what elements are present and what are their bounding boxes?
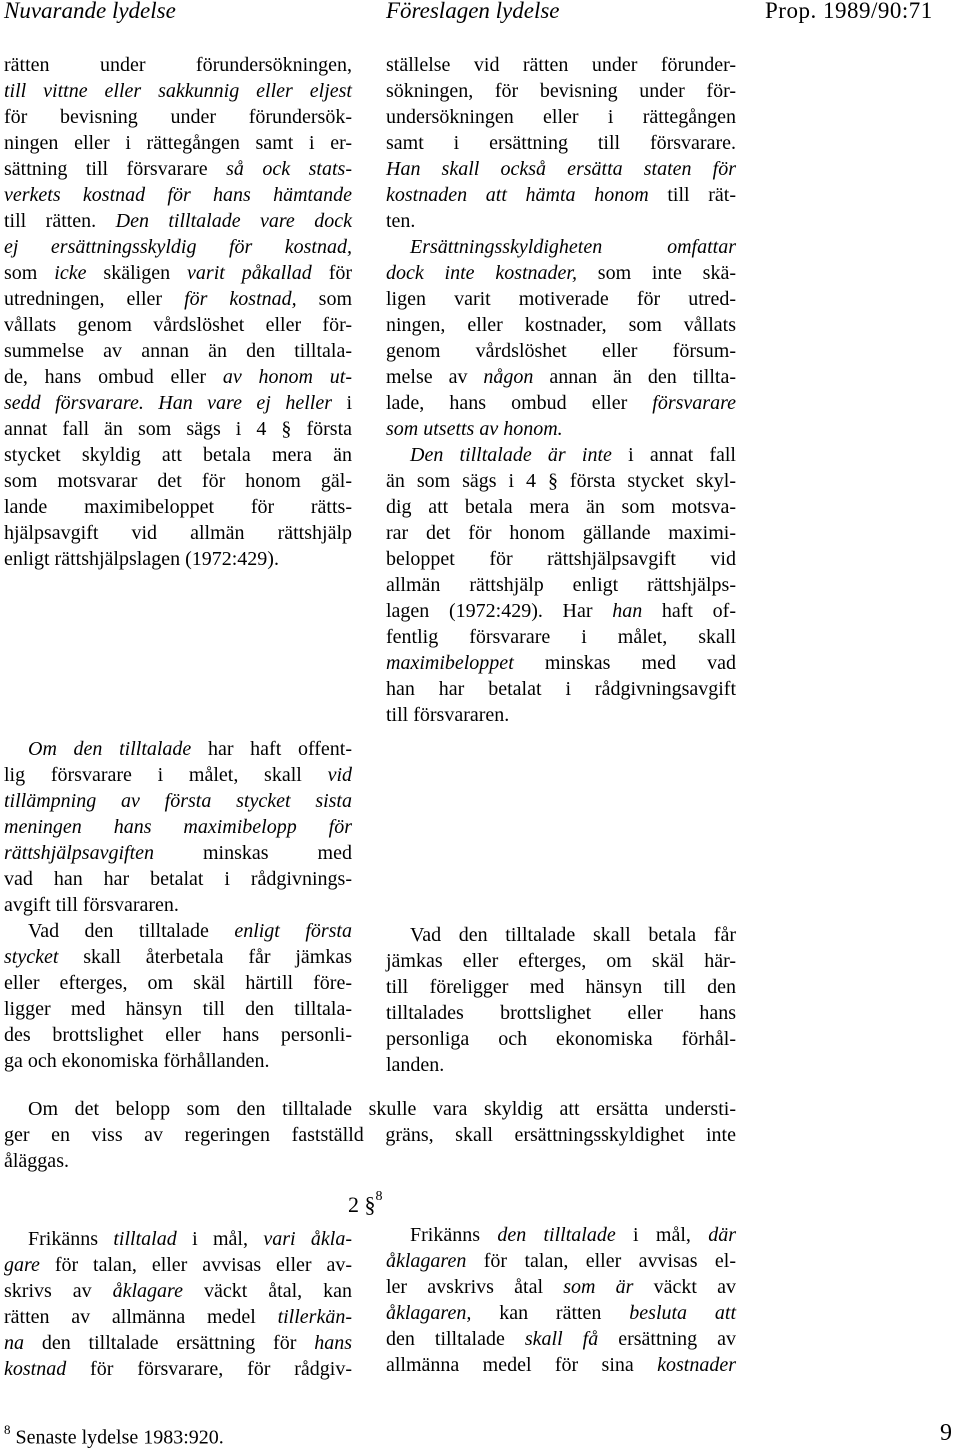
text-line: melse av någon annan än den tillta- (386, 366, 737, 388)
text-line: utredningen, eller för kostnad, som (4, 288, 353, 310)
text-line: ga och ekonomiska förhållanden. (4, 1050, 270, 1072)
text-line: personliga och ekonomiska förhål- (386, 1028, 736, 1050)
text-line: skrivs av åklagare väckt åtal, kan (4, 1280, 352, 1302)
text-line: ger en viss av regeringen fastställd gräns, skall ersättningsskyldighet inte (4, 1124, 736, 1146)
text-line: Ersättningsskyldigheten omfattar (410, 236, 736, 258)
text-line: avgift till försvararen. (4, 894, 179, 916)
text-line: ligger med hänsyn till den tilltala- (4, 998, 352, 1020)
section-number-text: 2 § (348, 1192, 376, 1217)
full-width-paragraph (4, 1096, 736, 1174)
text-line: till rätten. Den tilltalade vare dock (4, 210, 352, 232)
text-line: Frikänns den tilltalade i mål, där (410, 1224, 736, 1246)
text-line: hjälpsavgift vid allmän rättshjälp (4, 522, 352, 544)
text-line: undersökningen eller i rättegången (386, 106, 736, 128)
text-line: rättshjälpsavgiften minskas med (4, 842, 352, 864)
text-line: de, hans ombud eller av honom ut- (4, 366, 352, 388)
text-line: åläggas. (4, 1150, 69, 1172)
text-line: ningen, eller kostnader, som vållats (386, 314, 736, 336)
right-column-block-2 (386, 922, 736, 1078)
text-line: ej ersättningsskyldig för kostnad, (4, 236, 352, 258)
header-current-wording: Nuvarande lydelse (4, 0, 176, 23)
text-line: meningen hans maximibelopp för (4, 816, 352, 838)
text-line: verkets kostnad för hans hämtande (4, 184, 352, 206)
left-column-block-3 (4, 1226, 352, 1382)
right-column-block-3 (386, 1222, 736, 1378)
text-line: jämkas eller efterges, om skäl här- (386, 950, 736, 972)
text-line: genom vårdslöshet eller försum- (386, 340, 736, 362)
text-line: ningen eller i rättegången samt i er- (4, 132, 352, 154)
text-line: vållats genom vårdslöshet eller för- (4, 314, 352, 336)
text-line: än som sägs i 4 § första stycket skyl- (386, 470, 736, 492)
text-line: beloppet för rättshjälpsavgift vid (386, 548, 736, 570)
text-line: ten. (386, 210, 416, 232)
text-line: till försvararen. (386, 704, 510, 726)
footnote-text: Senaste lydelse 1983:920. (15, 1426, 224, 1449)
page-header (0, 0, 960, 30)
text-line: som motsvarar det för honom gäl- (4, 470, 352, 492)
text-line: tillämpning av första stycket sista (4, 790, 352, 812)
text-line: för bevisning under förundersök- (4, 106, 352, 128)
header-proposed-wording: Föreslagen lydelse (386, 0, 560, 23)
section-footnote-mark: 8 (375, 1188, 383, 1204)
text-line: sedd försvarare. Han vare ej heller i (4, 392, 352, 414)
text-line: ler avskrivs åtal som är väckt av (386, 1276, 737, 1298)
text-line: maximibeloppet minskas med vad (386, 652, 736, 674)
left-column-block-2 (4, 736, 352, 1074)
text-line: dig att betala mera än som motsva- (386, 496, 736, 518)
text-line: sättning till försvarare så ock stats- (4, 158, 352, 180)
text-line: samt i ersättning till försvarare. (386, 132, 736, 154)
text-line: fentlig försvarare i målet, skall (386, 626, 736, 648)
text-line: sökningen, för bevisning under för- (386, 80, 736, 102)
text-line: ställelse vid rätten under förunder- (386, 54, 736, 76)
text-line: enligt rättshjälpslagen (1972:429). (4, 548, 279, 570)
text-line: till vittne eller sakkunnig eller eljest (4, 80, 352, 102)
text-line: lig försvarare i målet, skall vid (4, 764, 352, 786)
text-line: des brottslighet eller hans personli- (4, 1024, 352, 1046)
text-line: Vad den tilltalade skall betala får (410, 924, 736, 946)
text-line: Vad den tilltalade enligt första (28, 920, 352, 942)
text-line: åklagaren, kan rätten besluta att (386, 1302, 737, 1324)
text-line: summelse av annan än den tilltala- (4, 340, 352, 362)
text-line: kostnad för försvarare, för rådgiv- (4, 1358, 352, 1380)
text-line: lande maximibeloppet för rätts- (4, 496, 352, 518)
text-line: rätten under förundersökningen, (4, 54, 352, 76)
text-line: eller efterges, om skäl härtill före- (4, 972, 352, 994)
right-column-block-1 (386, 52, 736, 728)
text-line: som icke skäligen varit påkallad för (4, 262, 353, 284)
text-line: till föreligger med hänsyn till den (386, 976, 736, 998)
text-line: rätten av allmänna medel tillerkän- (4, 1306, 352, 1328)
text-line: dock inte kostnader, som inte skä- (386, 262, 736, 284)
text-line: landen. (386, 1054, 445, 1076)
page-number: 9 (940, 1420, 952, 1446)
footnote (4, 1424, 224, 1450)
text-line: den tilltalade skall få ersättning av (386, 1328, 736, 1350)
text-line: annat fall än som sägs i 4 § första (4, 418, 352, 440)
footnote-mark: 8 (4, 1422, 11, 1437)
left-column-block-1 (4, 52, 352, 572)
text-line: Frikänns tilltalad i mål, vari åkla- (28, 1228, 352, 1250)
text-line: lade, hans ombud eller försvarare (386, 392, 736, 414)
header-proposition-number: Prop. 1989/90:71 (765, 0, 933, 23)
text-line: Om den tilltalade har haft offent- (28, 738, 352, 760)
text-line: gare för talan, eller avvisas eller av- (4, 1254, 352, 1276)
text-line: lagen (1972:429). Har han haft of- (386, 600, 736, 622)
text-line: som utsetts av honom. (386, 418, 563, 440)
text-line: stycket skyldig att betala mera än (4, 444, 352, 466)
text-line: na den tilltalade ersättning för hans (4, 1332, 352, 1354)
text-line: rar det för honom gällande maximi- (386, 522, 736, 544)
text-line: Om det belopp som den tilltalade skulle vara skyldig att ersätta understi- (28, 1098, 736, 1120)
text-line: stycket skall återbetala får jämkas (4, 946, 352, 968)
text-line: tilltalades brottslighet eller hans (386, 1002, 736, 1024)
text-line: kostnaden att hämta honom till rät- (386, 184, 736, 206)
text-line: allmän rättshjälp enligt rättshjälps- (386, 574, 736, 596)
text-line: vad han har betalat i rådgivnings- (4, 868, 352, 890)
text-line: Den tilltalade är inte i annat fall (410, 444, 736, 466)
section-number (348, 1188, 383, 1218)
text-line: han har betalat i rådgivningsavgift (386, 678, 736, 700)
text-line: åklagaren för talan, eller avvisas el- (386, 1250, 736, 1272)
text-line: Han skall också ersätta staten för (386, 158, 736, 180)
text-line: ligen varit motiverade för utred- (386, 288, 736, 310)
text-line: allmänna medel för sina kostnader (386, 1354, 736, 1376)
